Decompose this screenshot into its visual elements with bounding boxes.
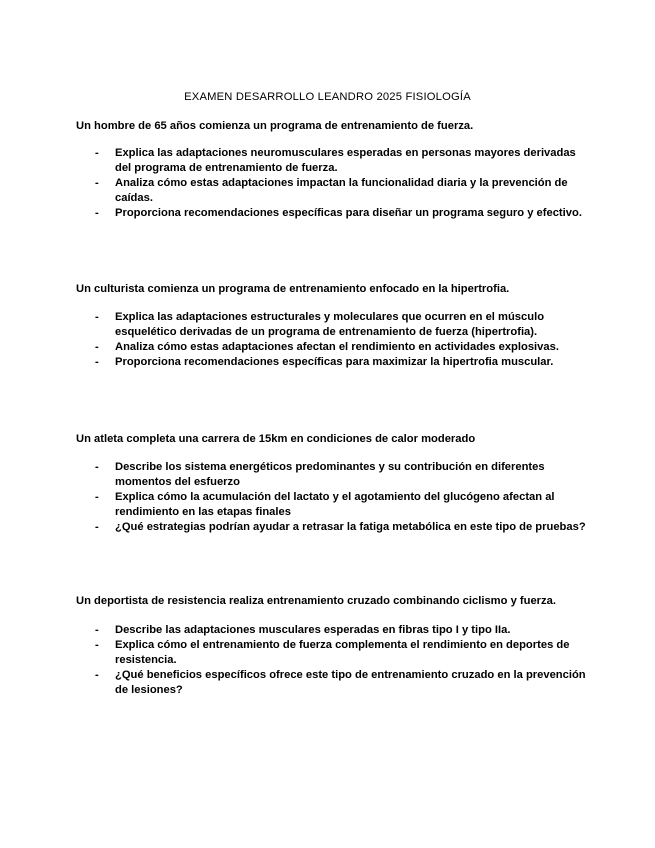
section-intro: Un hombre de 65 años comienza un programa de entrenamiento de fuerza.: [76, 120, 474, 132]
list-item: [76, 355, 586, 370]
list-item-text: ¿Qué beneficios específicos ofrece este tipo de entrenamiento cruzado en la prevención de lesiones?: [115, 669, 586, 696]
question-list: [76, 146, 586, 221]
list-item: [76, 310, 586, 340]
question-list: [76, 460, 586, 535]
bullet-dash: -: [95, 521, 99, 533]
list-item-text: Analiza cómo estas adaptaciones afectan el rendimiento en actividades explosivas.: [115, 341, 559, 353]
list-item: [76, 638, 586, 668]
list-item-text: Explica cómo la acumulación del lactato y el agotamiento del glucógeno afectan al rendimiento en las etapas finales: [115, 491, 555, 518]
question-section-2: [76, 281, 586, 370]
question-list: [76, 310, 586, 370]
list-item-text: Describe las adaptaciones musculares esperadas en fibras tipo I y tipo IIa.: [115, 624, 511, 636]
list-item: [76, 623, 586, 638]
section-intro: Un culturista comienza un programa de entrenamiento enfocado en la hipertrofia.: [76, 283, 510, 295]
list-item: [76, 460, 586, 490]
question-section-4: [76, 593, 586, 698]
list-item: [76, 520, 586, 535]
bullet-dash: -: [95, 177, 99, 189]
bullet-dash: -: [95, 147, 99, 159]
list-item-text: Explica cómo el entrenamiento de fuerza complementa el rendimiento en deportes de resistencia.: [115, 639, 570, 666]
list-item: [76, 668, 586, 698]
list-item-text: Explica las adaptaciones neuromusculares esperadas en personas mayores derivadas del programa de entrenamiento de fuerza.: [115, 147, 576, 174]
list-item-text: Describe los sistema energéticos predominantes y su contribución en diferentes momentos del esfuerzo: [115, 461, 545, 488]
list-item-text: Analiza cómo estas adaptaciones impactan la funcionalidad diaria y la prevención de caídas.: [115, 177, 568, 204]
list-item: [76, 176, 586, 206]
bullet-dash: -: [95, 356, 99, 368]
bullet-dash: -: [95, 491, 99, 503]
section-intro: Un deportista de resistencia realiza entrenamiento cruzado combinando ciclismo y fuerza.: [76, 595, 556, 607]
question-list: [76, 623, 586, 698]
bullet-dash: -: [95, 639, 99, 651]
list-item-text: Proporciona recomendaciones específicas para maximizar la hipertrofia muscular.: [115, 356, 554, 368]
list-item: [76, 490, 586, 520]
question-section-1: [76, 118, 586, 221]
bullet-dash: -: [95, 311, 99, 323]
bullet-dash: -: [95, 624, 99, 636]
list-item-text: Proporciona recomendaciones específicas para diseñar un programa seguro y efectivo.: [115, 207, 582, 219]
bullet-dash: -: [95, 669, 99, 681]
list-item-text: ¿Qué estrategias podrían ayudar a retrasar la fatiga metabólica en este tipo de pruebas?: [115, 521, 586, 533]
list-item: [76, 340, 586, 355]
section-intro: Un atleta completa una carrera de 15km en condiciones de calor moderado: [76, 433, 476, 445]
list-item: [76, 206, 586, 221]
list-item: [76, 146, 586, 176]
bullet-dash: -: [95, 461, 99, 473]
question-section-3: [76, 431, 586, 535]
bullet-dash: -: [95, 207, 99, 219]
page-title: EXAMEN DESARROLLO LEANDRO 2025 FISIOLOGÍA: [184, 91, 471, 103]
bullet-dash: -: [95, 341, 99, 353]
list-item-text: Explica las adaptaciones estructurales y moleculares que ocurren en el músculo esquelético derivadas de un programa de entrenamiento de fuerza (hipertrofia).: [115, 311, 545, 338]
